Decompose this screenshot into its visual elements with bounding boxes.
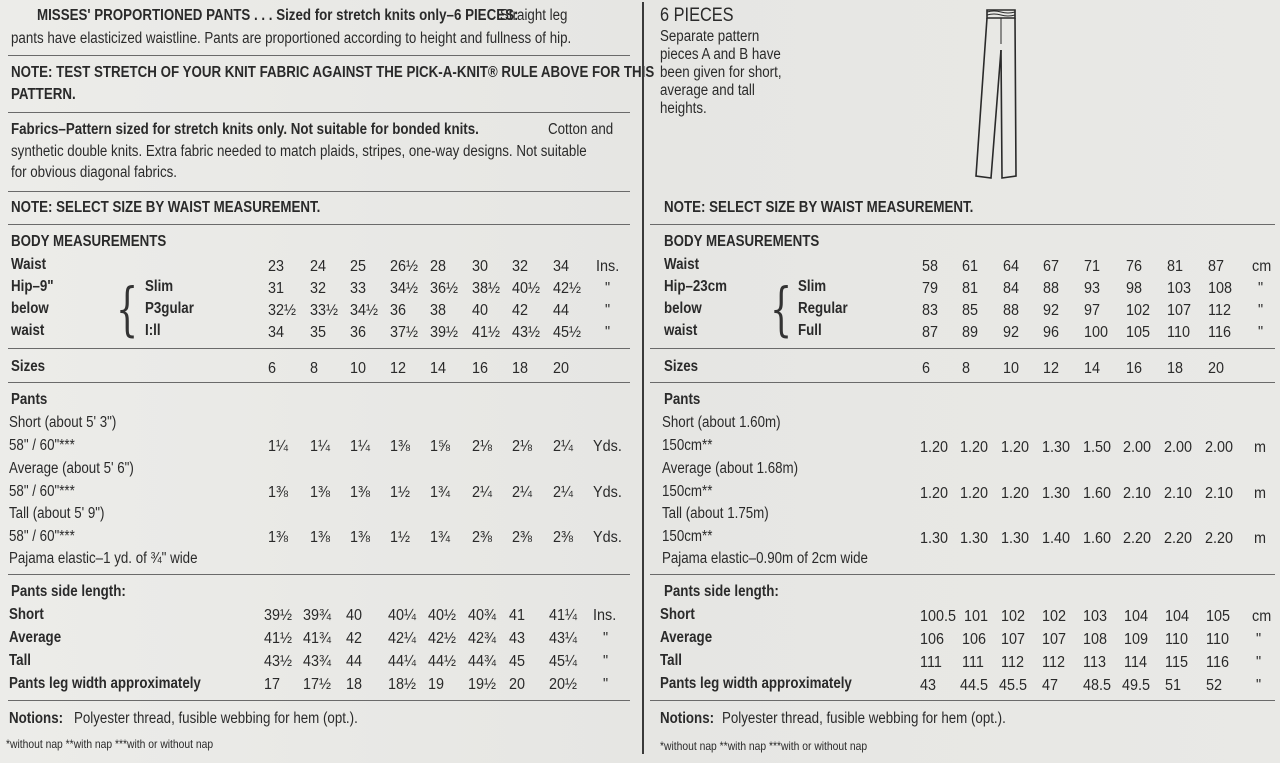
ditto: " <box>605 280 611 297</box>
size: 10 <box>1003 360 1020 377</box>
size: 8 <box>310 360 319 377</box>
divider <box>8 224 630 225</box>
elastic-text: Pajama elastic–1 yd. of ¾" wide <box>9 550 198 567</box>
cell: 41¼ <box>549 607 578 624</box>
cell: 88 <box>1043 280 1060 297</box>
cell: 93 <box>1084 280 1101 297</box>
divider <box>8 191 630 192</box>
cell: 104 <box>1165 608 1190 625</box>
size: 14 <box>430 360 447 377</box>
pieces-text: average and tall <box>660 82 755 99</box>
fit-regular: Regular <box>798 300 848 317</box>
note-stretch: NOTE: TEST STRETCH OF YOUR KNIT FABRIC AGAINST THE PICK-A-KNIT® RULE ABOVE FOR THIS <box>11 64 655 81</box>
cell: 44½ <box>428 653 457 670</box>
cell: 45¼ <box>549 653 578 670</box>
cell: 116 <box>1206 654 1229 671</box>
cell: 42 <box>512 302 529 319</box>
cell: 1⅜ <box>310 484 331 501</box>
unit: m <box>1254 485 1266 502</box>
cell: 106 <box>920 631 945 648</box>
divider <box>8 348 630 349</box>
divider <box>650 574 1275 575</box>
short-label: Short (about 5' 3") <box>9 414 117 431</box>
cell: 1.40 <box>1042 530 1071 547</box>
cell: 44¾ <box>468 653 497 670</box>
pants-label: Pants <box>11 391 48 408</box>
cell: 42 <box>346 630 363 647</box>
note-size: NOTE: SELECT SIZE BY WAIST MEASUREMENT. <box>11 199 321 216</box>
cell: 100.5 <box>920 608 957 625</box>
cell: 2.20 <box>1164 530 1193 547</box>
cell: 108 <box>1208 280 1233 297</box>
footnote: *without nap **with nap ***with or without nap <box>660 739 868 753</box>
cell: 32 <box>512 258 529 275</box>
cell: 40½ <box>428 607 457 624</box>
cell: 102 <box>1042 608 1067 625</box>
cell: 1¼ <box>350 438 371 455</box>
cell: 2¼ <box>553 484 574 501</box>
cell: 2⅜ <box>472 529 493 546</box>
cell: 20½ <box>549 676 578 693</box>
cell: 1⅜ <box>350 529 371 546</box>
brace-icon: { <box>770 275 793 343</box>
cell: 106 <box>962 631 987 648</box>
waist-label: waist <box>664 322 698 339</box>
unit: m <box>1254 530 1266 547</box>
cell: 39½ <box>430 324 459 341</box>
cell: 111 <box>962 654 984 671</box>
cell: 109 <box>1124 631 1149 648</box>
pants-drawing-icon <box>960 4 1026 186</box>
cell: 44 <box>346 653 363 670</box>
cell: 1.20 <box>1001 485 1030 502</box>
fit-slim: Slim <box>798 278 827 295</box>
cell: 43¼ <box>549 630 578 647</box>
cell: 81 <box>962 280 979 297</box>
cell: 39¾ <box>303 607 332 624</box>
cell: 112 <box>1042 654 1065 671</box>
short-label: Short (about 1.60m) <box>662 414 781 431</box>
unit: Yds. <box>593 484 622 501</box>
cell: 1.30 <box>960 530 989 547</box>
size: 14 <box>1084 360 1101 377</box>
notions-label: Notions: <box>9 710 64 727</box>
cell: 44.5 <box>960 677 989 694</box>
unit: Yds. <box>593 529 622 546</box>
cell: 40 <box>472 302 489 319</box>
cell: 17½ <box>303 676 332 693</box>
pieces-title: 6 PIECES <box>660 5 734 26</box>
cell: 1.20 <box>960 485 989 502</box>
cell: 61 <box>962 258 979 275</box>
unit: cm <box>1252 258 1272 275</box>
cell: 2¼ <box>512 484 533 501</box>
cell: 42½ <box>428 630 457 647</box>
cell: 17 <box>264 676 281 693</box>
cell: 30 <box>472 258 489 275</box>
ditto: " <box>605 324 611 341</box>
cell: 88 <box>1003 302 1020 319</box>
cell: 1⅝ <box>430 438 451 455</box>
cell: 40¼ <box>388 607 417 624</box>
cell: 41½ <box>472 324 501 341</box>
cell: 1⅜ <box>310 529 331 546</box>
cell: 116 <box>1208 324 1231 341</box>
cell: 43 <box>509 630 526 647</box>
cell: 111 <box>920 654 942 671</box>
cell: 64 <box>1003 258 1020 275</box>
len-average-label: Average <box>9 629 62 646</box>
len-short-label: Short <box>660 606 695 623</box>
notions-text: Polyester thread, fusible webbing for hem (opt.). <box>722 710 1006 727</box>
cell: 24 <box>310 258 327 275</box>
cell: 36 <box>390 302 407 319</box>
cell: 44 <box>553 302 570 319</box>
pieces-text: heights. <box>660 100 707 117</box>
cell: 112 <box>1208 302 1231 319</box>
notions-text: Polyester thread, fusible webbing for hem (opt.). <box>74 710 358 727</box>
divider <box>650 224 1275 225</box>
waist-label: Waist <box>11 256 47 273</box>
size: 18 <box>1167 360 1184 377</box>
len-average-label: Average <box>660 629 713 646</box>
cell: 1.30 <box>1042 439 1071 456</box>
divider <box>8 382 630 383</box>
body-measurements-heading: BODY MEASUREMENTS <box>664 233 820 250</box>
cell: 42¼ <box>388 630 417 647</box>
cell: 2.00 <box>1164 439 1193 456</box>
cell: 38½ <box>472 280 501 297</box>
cell: 1.20 <box>960 439 989 456</box>
cell: 20 <box>509 676 526 693</box>
cell: 107 <box>1167 302 1192 319</box>
fabrics-text: synthetic double knits. Extra fabric needed to match plaids, stripes, one-way designs. Not suitable <box>11 143 587 160</box>
len-short-label: Short <box>9 606 44 623</box>
cell: 108 <box>1083 631 1108 648</box>
cell: 42½ <box>553 280 582 297</box>
cell: 33 <box>350 280 367 297</box>
cell: 58 <box>922 258 939 275</box>
cell: 1.60 <box>1083 530 1112 547</box>
cell: 1¾ <box>430 529 451 546</box>
size: 6 <box>922 360 931 377</box>
cell: 103 <box>1083 608 1108 625</box>
cell: 26½ <box>390 258 419 275</box>
cell: 40¾ <box>468 607 497 624</box>
cell: 49.5 <box>1122 677 1151 694</box>
cell: 103 <box>1167 280 1192 297</box>
ditto: " <box>1256 631 1262 648</box>
cell: 31 <box>268 280 285 297</box>
cell: 1.20 <box>920 439 949 456</box>
note-size: NOTE: SELECT SIZE BY WAIST MEASUREMENT. <box>664 199 974 216</box>
unit: Ins. <box>596 258 620 275</box>
cell: 1.20 <box>1001 439 1030 456</box>
fabric-width: 150cm** <box>662 528 713 545</box>
intro-text: Straight leg <box>500 7 568 24</box>
size: 18 <box>512 360 529 377</box>
cell: 1⅜ <box>350 484 371 501</box>
divider <box>8 112 630 113</box>
cell: 2¼ <box>472 484 493 501</box>
leg-width-label: Pants leg width approximately <box>9 675 201 692</box>
cell: 1¼ <box>268 438 289 455</box>
cell: 1.50 <box>1083 439 1112 456</box>
cell: 1.30 <box>1042 485 1071 502</box>
pieces-text: pieces A and B have <box>660 46 781 63</box>
cell: 35 <box>310 324 327 341</box>
cell: 41½ <box>264 630 293 647</box>
fit-regular: P3gular <box>145 300 194 317</box>
cell: 1¼ <box>310 438 331 455</box>
cell: 43½ <box>512 324 541 341</box>
cell: 43 <box>920 677 937 694</box>
fabrics-heading: Fabrics–Pattern sized for stretch knits only. Not suitable for bonded knits. <box>11 121 479 138</box>
cell: 45 <box>509 653 526 670</box>
cell: 105 <box>1206 608 1231 625</box>
cell: 47 <box>1042 677 1059 694</box>
cell: 2.20 <box>1123 530 1152 547</box>
cell: 1.60 <box>1083 485 1112 502</box>
cell: 52 <box>1206 677 1223 694</box>
cell: 85 <box>962 302 979 319</box>
len-tall-label: Tall <box>9 652 31 669</box>
len-tall-label: Tall <box>660 652 682 669</box>
pieces-text: been given for short, <box>660 64 782 81</box>
cell: 34 <box>268 324 285 341</box>
pants-label: Pants <box>664 391 701 408</box>
cell: 18½ <box>388 676 417 693</box>
cell: 19½ <box>468 676 497 693</box>
below-label: below <box>664 300 702 317</box>
cell: 71 <box>1084 258 1101 275</box>
cell: 2.00 <box>1205 439 1234 456</box>
below-label: below <box>11 300 49 317</box>
cell: 1¾ <box>430 484 451 501</box>
side-length-heading: Pants side length: <box>664 583 779 600</box>
fabrics-text: Cotton and <box>548 121 614 138</box>
waist-label: waist <box>11 322 45 339</box>
leg-width-label: Pants leg width approximately <box>660 675 852 692</box>
cell: 23 <box>268 258 285 275</box>
cell: 37½ <box>390 324 419 341</box>
average-label: Average (about 1.68m) <box>662 460 799 477</box>
unit: m <box>1254 439 1266 456</box>
intro-title: MISSES' PROPORTIONED PANTS . . . Sized for stretch knits only–6 PIECES: <box>37 7 519 24</box>
cell: 43½ <box>264 653 293 670</box>
cell: 76 <box>1126 258 1143 275</box>
size: 6 <box>268 360 277 377</box>
cell: 34½ <box>390 280 419 297</box>
cell: 79 <box>922 280 939 297</box>
fabrics-text: for obvious diagonal fabrics. <box>11 164 177 181</box>
cell: 107 <box>1001 631 1026 648</box>
cell: 1½ <box>390 484 411 501</box>
cell: 25 <box>350 258 367 275</box>
cell: 41¾ <box>303 630 332 647</box>
ditto: " <box>1258 324 1264 341</box>
hip-label: Hip–9" <box>11 278 54 295</box>
cell: 19 <box>428 676 445 693</box>
cell: 41 <box>509 607 526 624</box>
cell: 38 <box>430 302 447 319</box>
cell: 101 <box>964 608 989 625</box>
cell: 110 <box>1167 324 1190 341</box>
tall-label: Tall (about 5' 9") <box>9 505 105 522</box>
cell: 105 <box>1126 324 1151 341</box>
ditto: " <box>1256 677 1262 694</box>
elastic-text: Pajama elastic–0.90m of 2cm wide <box>662 550 868 567</box>
size: 8 <box>962 360 971 377</box>
average-label: Average (about 5' 6") <box>9 460 134 477</box>
size: 12 <box>1043 360 1060 377</box>
cell: 87 <box>1208 258 1225 275</box>
footnote: *without nap **with nap ***with or without nap <box>6 737 214 751</box>
cell: 107 <box>1042 631 1067 648</box>
cell: 40 <box>346 607 363 624</box>
cell: 1.30 <box>920 530 949 547</box>
cell: 2.10 <box>1205 485 1234 502</box>
size: 16 <box>472 360 489 377</box>
cell: 2.00 <box>1123 439 1152 456</box>
intro-text: pants have elasticized waistline. Pants are proportioned according to height and fullness of hip. <box>11 30 572 47</box>
cell: 1.30 <box>1001 530 1030 547</box>
cell: 43¾ <box>303 653 332 670</box>
divider <box>650 382 1275 383</box>
cell: 51 <box>1165 677 1182 694</box>
cell: 114 <box>1124 654 1147 671</box>
fabric-width: 58" / 60"*** <box>9 437 75 454</box>
cell: 40½ <box>512 280 541 297</box>
unit: Yds. <box>593 438 622 455</box>
cell: 97 <box>1084 302 1101 319</box>
cell: 2.20 <box>1205 530 1234 547</box>
tall-label: Tall (about 1.75m) <box>662 505 769 522</box>
body-measurements-heading: BODY MEASUREMENTS <box>11 233 167 250</box>
size: 10 <box>350 360 367 377</box>
cell: 2⅜ <box>512 529 533 546</box>
cell: 1⅜ <box>268 484 289 501</box>
cell: 45½ <box>553 324 582 341</box>
notions-label: Notions: <box>660 710 715 727</box>
ditto: " <box>603 630 609 647</box>
waist-label: Waist <box>664 256 700 273</box>
ditto: " <box>1258 302 1264 319</box>
cell: 98 <box>1126 280 1143 297</box>
brace-icon: { <box>116 275 139 343</box>
unit: Ins. <box>593 607 617 624</box>
size: 16 <box>1126 360 1143 377</box>
cell: 96 <box>1043 324 1060 341</box>
hip-label: Hip–23cm <box>664 278 727 295</box>
size: 20 <box>1208 360 1225 377</box>
fabric-width: 58" / 60"*** <box>9 528 75 545</box>
cell: 34 <box>553 258 570 275</box>
fabric-width: 150cm** <box>662 437 713 454</box>
cell: 102 <box>1126 302 1151 319</box>
ditto: " <box>1256 654 1262 671</box>
cell: 32 <box>310 280 327 297</box>
side-length-heading: Pants side length: <box>11 583 126 600</box>
sizes-label: Sizes <box>664 358 699 375</box>
ditto: " <box>603 676 609 693</box>
cell: 83 <box>922 302 939 319</box>
cell: 100 <box>1084 324 1109 341</box>
cell: 1⅜ <box>390 438 411 455</box>
cell: 44¼ <box>388 653 417 670</box>
size: 20 <box>553 360 570 377</box>
cell: 36½ <box>430 280 459 297</box>
cell: 48.5 <box>1083 677 1112 694</box>
cell: 115 <box>1165 654 1188 671</box>
divider <box>8 700 630 701</box>
cell: 87 <box>922 324 939 341</box>
cell: 32½ <box>268 302 297 319</box>
cell: 112 <box>1001 654 1024 671</box>
sizes-label: Sizes <box>11 358 46 375</box>
ditto: " <box>605 302 611 319</box>
cell: 110 <box>1206 631 1229 648</box>
cell: 2.10 <box>1123 485 1152 502</box>
cell: 110 <box>1165 631 1188 648</box>
cell: 33½ <box>310 302 339 319</box>
cell: 45.5 <box>999 677 1028 694</box>
cell: 28 <box>430 258 447 275</box>
cell: 36 <box>350 324 367 341</box>
cell: 2¼ <box>553 438 574 455</box>
cell: 84 <box>1003 280 1020 297</box>
column-divider <box>642 2 644 754</box>
cell: 67 <box>1043 258 1060 275</box>
cell: 104 <box>1124 608 1149 625</box>
cell: 18 <box>346 676 363 693</box>
cell: 89 <box>962 324 979 341</box>
ditto: " <box>603 653 609 670</box>
fit-slim: Slim <box>145 278 174 295</box>
ditto: " <box>1258 280 1264 297</box>
cell: 102 <box>1001 608 1026 625</box>
cell: 2⅛ <box>472 438 493 455</box>
cell: 113 <box>1083 654 1106 671</box>
cell: 1⅜ <box>268 529 289 546</box>
fabric-width: 150cm** <box>662 483 713 500</box>
cell: 1.20 <box>920 485 949 502</box>
divider <box>650 348 1275 349</box>
unit: cm <box>1252 608 1272 625</box>
pieces-text: Separate pattern <box>660 28 760 45</box>
cell: 92 <box>1003 324 1020 341</box>
cell: 2⅜ <box>553 529 574 546</box>
cell: 92 <box>1043 302 1060 319</box>
note-stretch: PATTERN. <box>11 86 76 103</box>
cell: 42¾ <box>468 630 497 647</box>
fit-tall: I:ll <box>145 322 161 339</box>
cell: 39½ <box>264 607 293 624</box>
divider <box>8 574 630 575</box>
cell: 34½ <box>350 302 379 319</box>
cell: 2⅛ <box>512 438 533 455</box>
cell: 1½ <box>390 529 411 546</box>
divider <box>8 55 630 56</box>
cell: 2.10 <box>1164 485 1193 502</box>
fabric-width: 58" / 60"*** <box>9 483 75 500</box>
divider <box>650 700 1275 701</box>
fit-full: Full <box>798 322 822 339</box>
size: 12 <box>390 360 407 377</box>
cell: 81 <box>1167 258 1184 275</box>
